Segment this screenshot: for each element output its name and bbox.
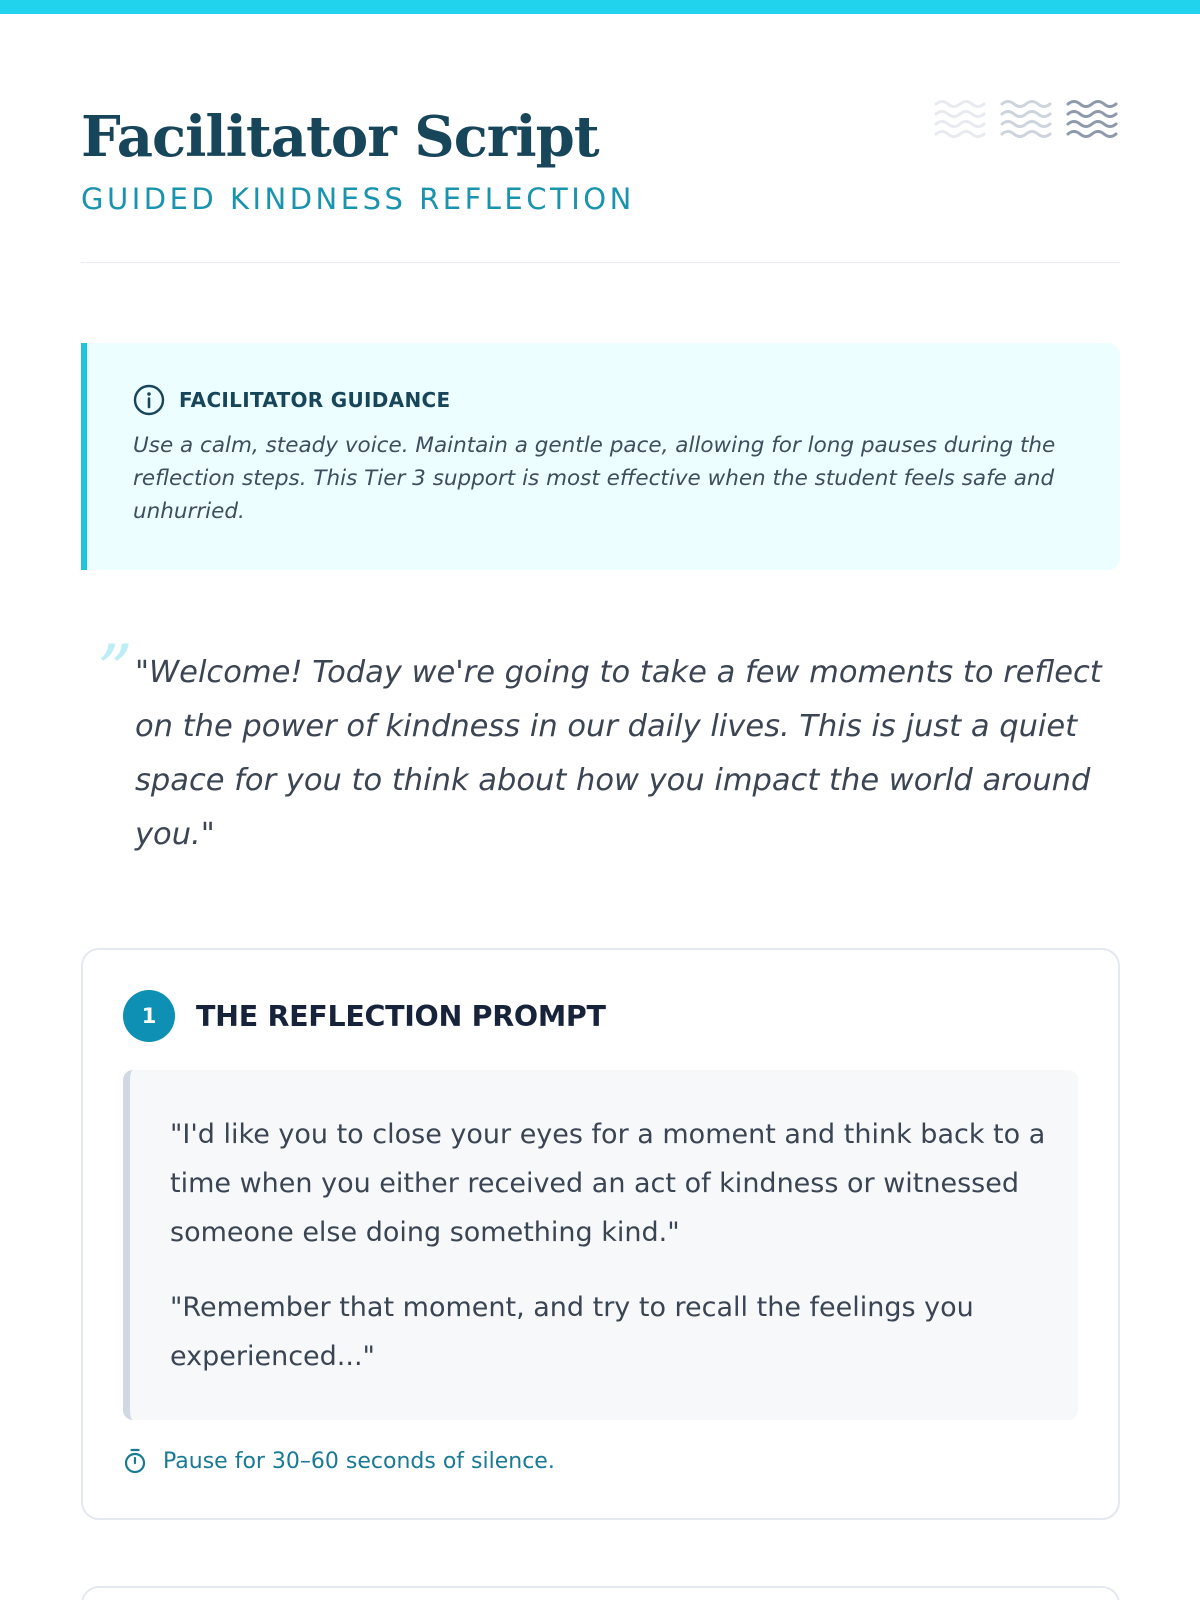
pause-note-text: Pause for 30–60 seconds of silence. — [163, 1448, 555, 1474]
page-title: Facilitator Script — [81, 104, 599, 170]
info-icon — [133, 384, 165, 416]
quote-mark-icon: ” — [97, 630, 133, 712]
header-divider — [81, 262, 1120, 263]
page-header — [81, 96, 1120, 262]
timer-icon — [123, 1448, 147, 1474]
step-card-next — [81, 1586, 1120, 1600]
script-box — [123, 1070, 1078, 1420]
script-paragraph: "I'd like you to close your eyes for a moment and think back to a time when you either received an act of kindness or witnessed someone else doing something kind." — [170, 1119, 1046, 1248]
waves-icon — [934, 98, 1120, 142]
intro-quote — [81, 630, 1120, 886]
script-paragraph: "Remember that moment, and try to recall the feelings you experienced..." — [170, 1292, 974, 1372]
step-card-reflection-prompt — [81, 948, 1120, 1520]
top-accent-bar — [0, 0, 1200, 14]
step-title: THE REFLECTION PROMPT — [196, 999, 606, 1033]
guidance-text: Use a calm, steady voice. Maintain a gentle pace, allowing for long pauses during the reflection steps. This Tier 3 support is most effective when the student feels safe and unhurried. — [133, 433, 1056, 524]
guidance-label: FACILITATOR GUIDANCE — [179, 388, 451, 412]
step-number-badge: 1 — [123, 990, 175, 1042]
step-heading — [123, 990, 606, 1042]
guidance-heading — [133, 384, 450, 416]
pause-note — [123, 1446, 555, 1476]
page-subtitle: GUIDED KINDNESS REFLECTION — [81, 182, 635, 216]
facilitator-guidance-callout — [81, 343, 1120, 570]
intro-quote-text: "Welcome! Today we're going to take a few moments to reflect on the power of kindness in our daily lives. This is just a quiet space for you to think about how you impact the world around you." — [135, 655, 1102, 852]
